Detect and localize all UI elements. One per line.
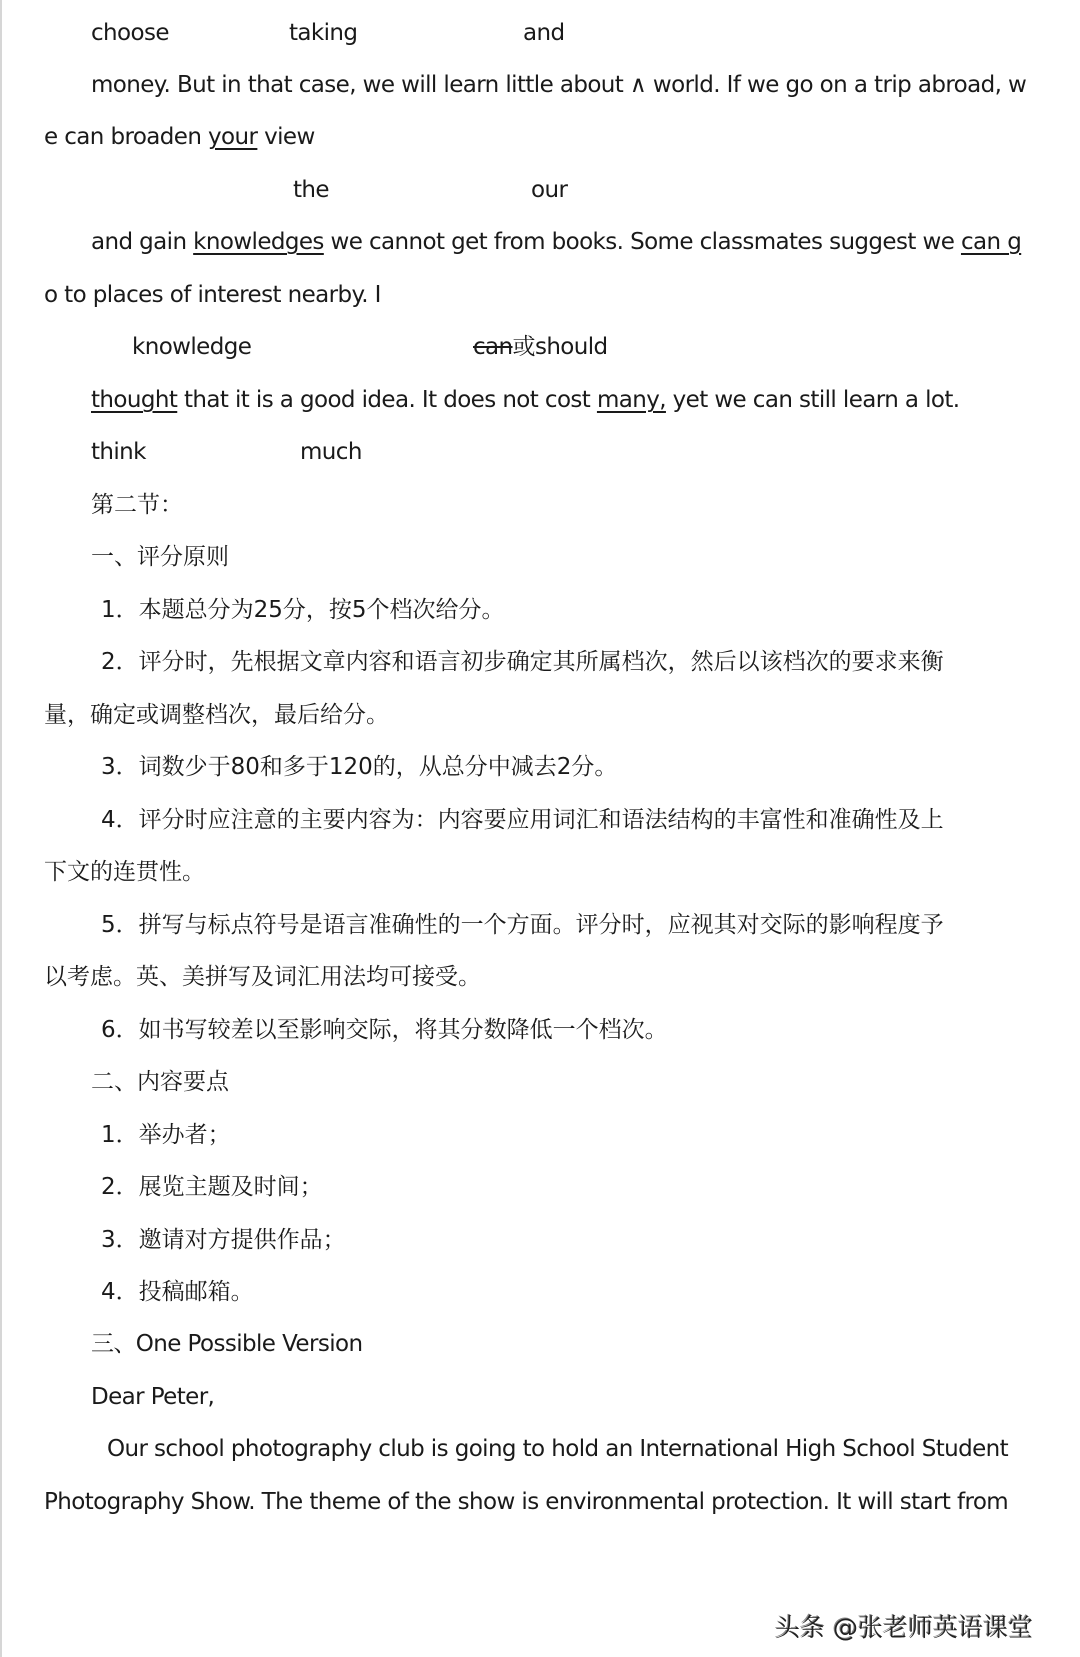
struck-word: can [473,334,513,360]
letter-line: Photography Show. The theme of the show is environmental protection. It will start from [44,1489,1009,1515]
content-point: 3．邀请对方提供作品； [101,1227,346,1253]
text-line: e can broaden your view [44,124,315,150]
scoring-rule: 6．如书写较差以至影响交际，将其分数降低一个档次。 [101,1017,668,1043]
correction-word: can或should [473,334,608,360]
letter-line: Our school photography club is going to hold an International High School Student [107,1436,1009,1462]
correction-word: and [523,20,565,46]
version-heading: 三、One Possible Version [91,1331,363,1357]
text-line: thought that it is a good idea. It does not cost many, yet we can still learn a lot. [91,387,960,413]
error-word: can g [960,229,1022,255]
error-word: knowledges [193,229,324,255]
salutation: Dear Peter, [91,1384,215,1410]
content-point: 2．展览主题及时间； [101,1174,323,1200]
scoring-rule: 3．词数少于80和多于120的，从总分中减去2分。 [101,754,618,780]
scoring-heading: 一、评分原则 [91,544,229,570]
scoring-rule: 2．评分时，先根据文章内容和语言初步确定其所属档次，然后以该档次的要求来衡 [101,649,944,675]
insert-caret: ∧ [629,72,647,98]
content-point: 1．举办者； [101,1122,231,1148]
section-title: 第二节： [91,492,183,518]
text-line: o to places of interest nearby. I [44,282,381,308]
correction-word: choose [91,20,169,46]
error-word: your [208,124,258,150]
scoring-rule: 1．本题总分为25分，按5个档次给分。 [101,597,505,623]
correction-word: think [91,439,146,465]
correction-word: taking [289,20,358,46]
scoring-rule: 量，确定或调整档次，最后给分。 [44,702,389,728]
text-line: and gain knowledges we cannot get from books. Some classmates suggest we can g [91,229,1022,255]
correction-word: our [531,177,568,203]
scoring-rule: 5．拼写与标点符号是语言准确性的一个方面。评分时，应视其对交际的影响程度予 [101,912,944,938]
scoring-rule: 4．评分时应注意的主要内容为：内容要应用词汇和语法结构的丰富性和准确性及上 [101,807,944,833]
content-heading: 二、内容要点 [91,1069,229,1095]
correction-word: knowledge [132,334,252,360]
correction-word: the [293,177,329,203]
scoring-rule: 下文的连贯性。 [44,859,205,885]
scoring-rule: 以考虑。英、美拼写及词汇用法均可接受。 [44,964,481,990]
error-word: thought [91,387,178,413]
correction-word: much [300,439,362,465]
watermark: 头条 @张老师英语课堂 [775,1613,1033,1642]
page-edge [0,0,2,1657]
text-line: money. But in that case, we will learn little about ∧ world. If we go on a trip abroad, w [91,72,1027,98]
error-word: many, [596,387,666,413]
content-point: 4．投稿邮箱。 [101,1279,254,1305]
